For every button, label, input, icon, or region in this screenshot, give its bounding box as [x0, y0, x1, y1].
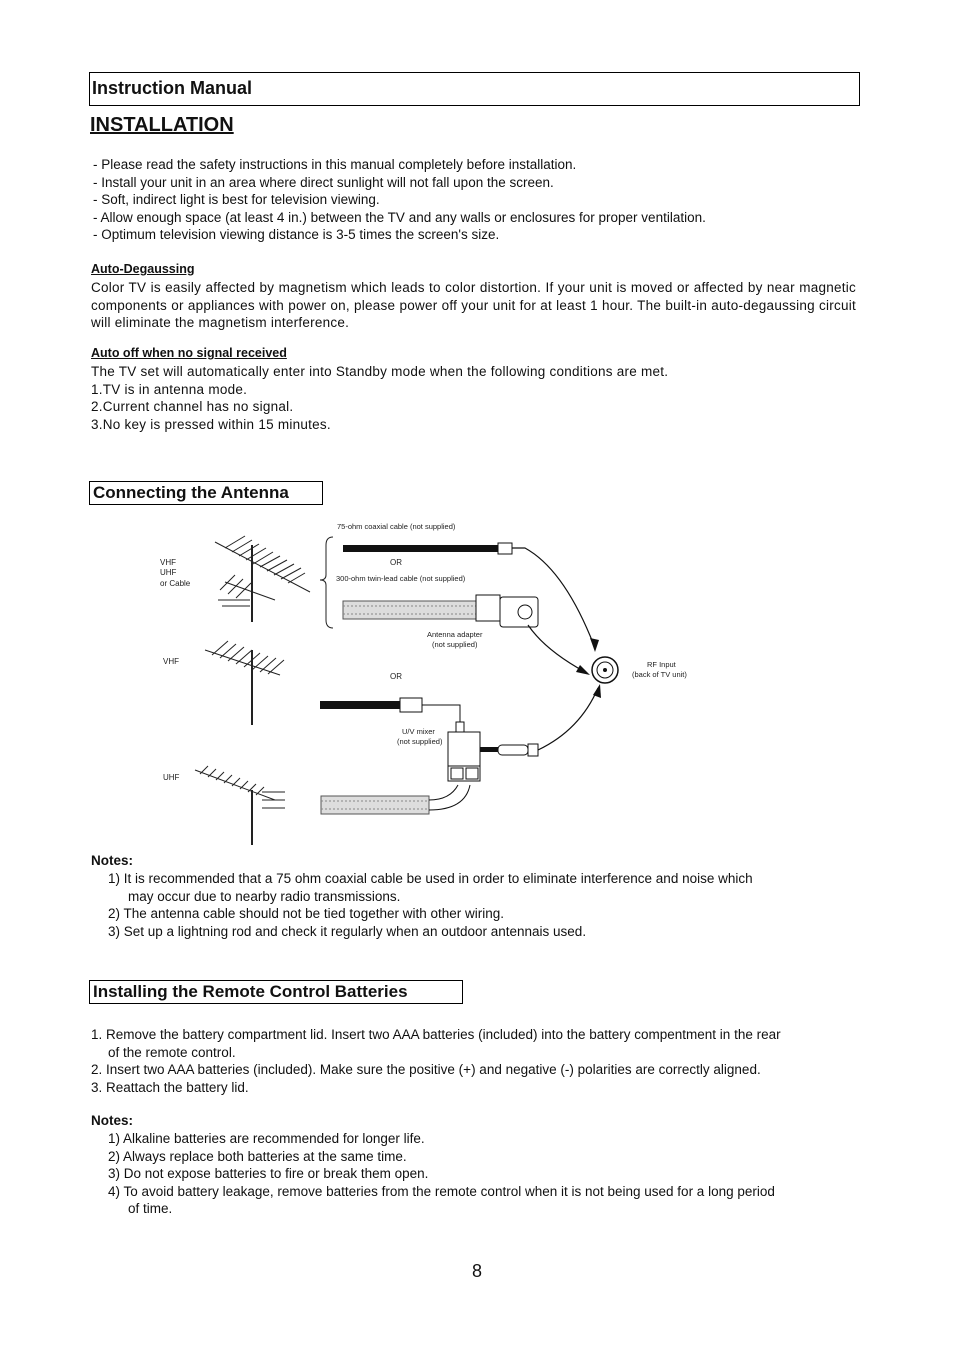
autooff-line: 3.No key is pressed within 15 minutes.	[91, 416, 331, 432]
page-title: INSTALLATION	[90, 114, 234, 136]
or-label-1: OR	[390, 558, 402, 567]
header-title: Instruction Manual	[92, 78, 253, 98]
battery-note: 4) To avoid battery leakage, remove batteries from the remote control when it is not being used for a long period	[108, 1183, 775, 1199]
degauss-heading: Auto-Degaussing	[91, 262, 195, 276]
batteries-section-title: Installing the Remote Control Batteries	[89, 980, 463, 1004]
battery-step: 3. Reattach the battery lid.	[91, 1079, 249, 1095]
autooff-line: 1.TV is in antenna mode.	[91, 381, 248, 397]
intro-line: - Allow enough space (at least 4 in.) between the TV and any walls or enclosures for proper ventilation.	[93, 209, 706, 225]
battery-steps-list	[91, 1026, 781, 1096]
battery-step-cont: of the remote control.	[108, 1044, 236, 1060]
twin-lead-terminal-icon	[476, 595, 500, 621]
vhf-label: VHF	[163, 657, 179, 666]
rf-label-2: (back of TV unit)	[632, 670, 687, 679]
vhf-uhf-label-3: or Cable	[160, 579, 191, 588]
antenna-notes-list	[108, 870, 753, 940]
intro-line: - Install your unit in an area where direct sunlight will not fall upon the screen.	[93, 174, 554, 190]
intro-line: - Please read the safety instructions in this manual completely before installation.	[93, 157, 577, 172]
vhf-uhf-antenna-icon	[215, 536, 310, 622]
battery-note: 2) Always replace both batteries at the same time.	[108, 1148, 407, 1164]
uhf-antenna-icon	[195, 766, 285, 845]
autooff-line: The TV set will automatically enter into Standby mode when the following conditions are met.	[91, 364, 669, 379]
intro-list	[93, 156, 706, 244]
antenna-note-cont: may occur due to nearby radio transmissions.	[128, 888, 401, 904]
coax-connector-icon	[498, 543, 512, 554]
rf-label-1: RF Input	[647, 660, 676, 669]
twin-lead-label: 300-ohm twin-lead cable (not supplied)	[336, 574, 466, 583]
uv-mixer-icon	[448, 732, 480, 766]
twin-lead-cable-icon	[343, 601, 476, 619]
antenna-section-title: Connecting the Antenna	[89, 481, 323, 505]
battery-notes-list	[108, 1130, 775, 1218]
lower-twin-lead-icon	[321, 796, 429, 814]
mixer-label-1: U/V mixer	[402, 727, 435, 736]
vhf-uhf-label-1: VHF	[160, 558, 176, 567]
coax-cable-icon	[343, 545, 498, 552]
antenna-note: 1) It is recommended that a 75 ohm coaxial cable be used in order to eliminate interference and noise which	[108, 871, 753, 886]
coax-label: 75-ohm coaxial cable (not supplied)	[337, 522, 456, 531]
autooff-heading: Auto off when no signal received	[91, 346, 287, 360]
battery-step: 1. Remove the battery compartment lid. Insert two AAA batteries (included) into the battery compentment in the rear	[91, 1027, 781, 1042]
page-number: 8	[471, 1261, 482, 1281]
antenna-note: 2) The antenna cable should not be tied together with other wiring.	[108, 906, 505, 921]
intro-line: - Optimum television viewing distance is 3-5 times the screen's size.	[93, 227, 500, 242]
vhf-uhf-label-2: UHF	[160, 568, 177, 577]
bracket	[320, 537, 333, 628]
battery-note: 3) Do not expose batteries to fire or break them open.	[108, 1166, 429, 1181]
lower-coax-cable-icon	[320, 701, 400, 709]
or-label-2: OR	[390, 672, 402, 681]
adapter-label-2: (not supplied)	[432, 640, 478, 649]
antenna-note: 3) Set up a lightning rod and check it regularly when an outdoor antennais used.	[108, 923, 587, 939]
uhf-label: UHF	[163, 773, 180, 782]
antenna-notes-heading: Notes:	[91, 853, 134, 868]
degauss-text: Color TV is easily affected by magnetism which leads to color distortion. If your unit is moved or affected by near magnetic components or appliances with power on, please power off your unit for at least 1 hour. The built-in auto-degaussing circuit will eliminate the magnetism interference.	[91, 280, 856, 330]
mixer-label-2: (not supplied)	[397, 737, 443, 746]
battery-notes-heading: Notes:	[91, 1113, 134, 1128]
battery-note-cont: of time.	[128, 1201, 173, 1216]
autooff-list	[91, 363, 668, 433]
antenna-diagram	[150, 515, 710, 850]
battery-step: 2. Insert two AAA batteries (included). Make sure the positive (+) and negative (-) polarities are correctly aligned.	[91, 1062, 761, 1077]
adapter-label-1: Antenna adapter	[427, 630, 483, 639]
autooff-line: 2.Current channel has no signal.	[91, 399, 294, 414]
intro-line: - Soft, indirect light is best for television viewing.	[93, 192, 380, 207]
vhf-antenna-icon	[205, 641, 284, 725]
battery-note: 1) Alkaline batteries are recommended for longer life.	[108, 1131, 425, 1146]
